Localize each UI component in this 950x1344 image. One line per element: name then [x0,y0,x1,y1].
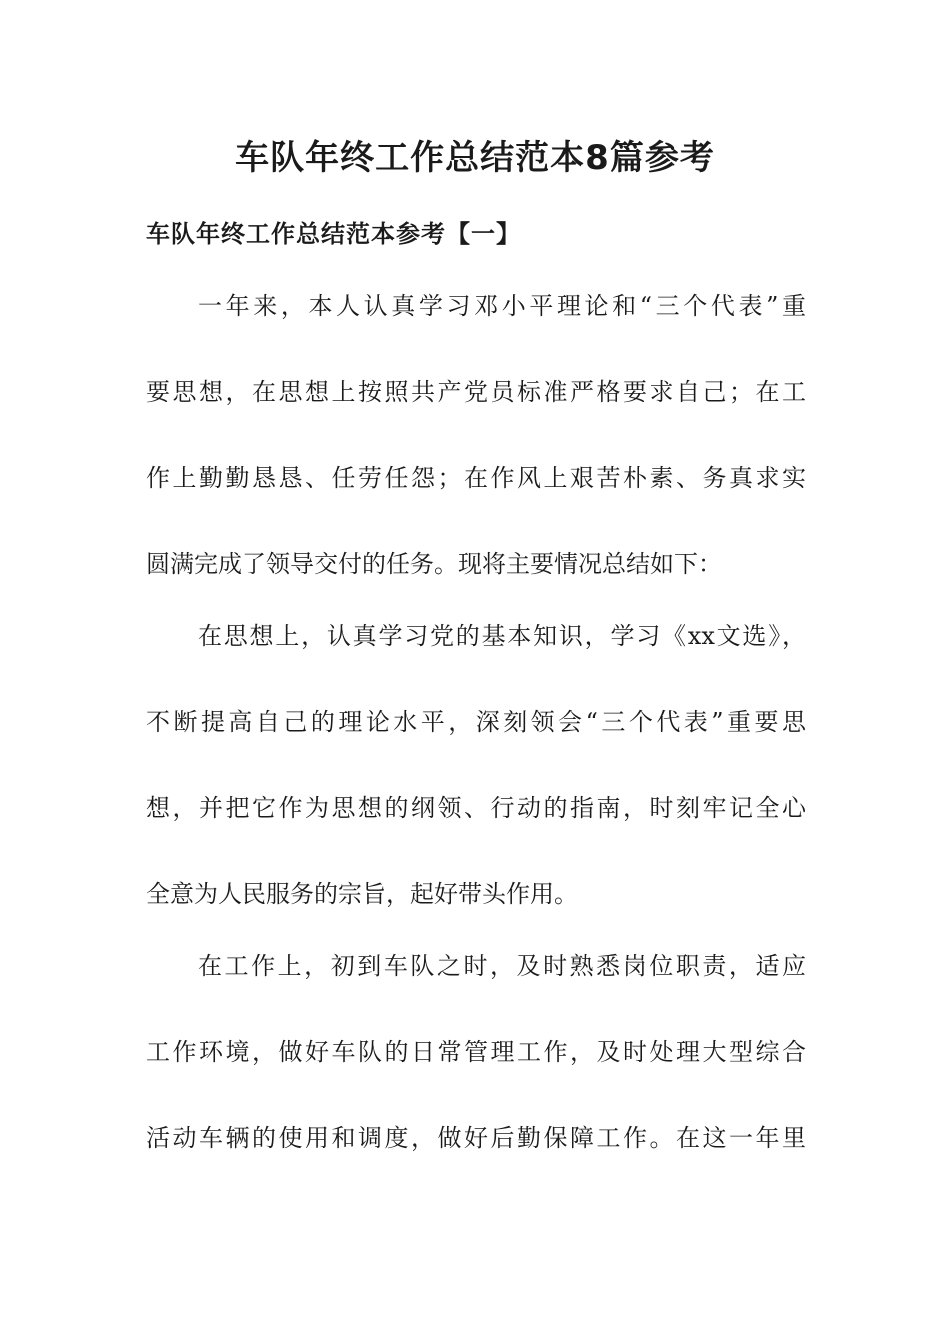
paragraph-line: 在思想上，认真学习党的基本知识，学习《xx文选》， [198,622,806,650]
paragraph-line: 想，并把它作为思想的纲领、行动的指南，时刻牢记全心 [146,794,806,822]
paragraph-line: 圆满完成了领导交付的任务。现将主要情况总结如下： [146,550,722,578]
paragraph-line: 工作环境，做好车队的日常管理工作，及时处理大型综合 [146,1038,806,1066]
paragraph-line: 活动车辆的使用和调度，做好后勤保障工作。在这一年里 [146,1124,806,1152]
document-title: 车队年终工作总结范本8篇参考 [235,138,715,178]
paragraph-line: 一年来，本人认真学习邓小平理论和“三个代表”重 [198,292,806,320]
paragraph-line: 在工作上，初到车队之时，及时熟悉岗位职责，适应 [198,952,806,980]
paragraph-line: 全意为人民服务的宗旨，起好带头作用。 [146,880,578,908]
paragraph-line: 作上勤勤恳恳、任劳任怨；在作风上艰苦朴素、务真求实 [146,464,806,492]
paragraph-line: 不断提高自己的理论水平，深刻领会“三个代表”重要思 [146,708,806,736]
section-heading: 车队年终工作总结范本参考【一】 [146,220,521,248]
paragraph-line: 要思想，在思想上按照共产党员标准严格要求自己；在工 [146,378,806,406]
